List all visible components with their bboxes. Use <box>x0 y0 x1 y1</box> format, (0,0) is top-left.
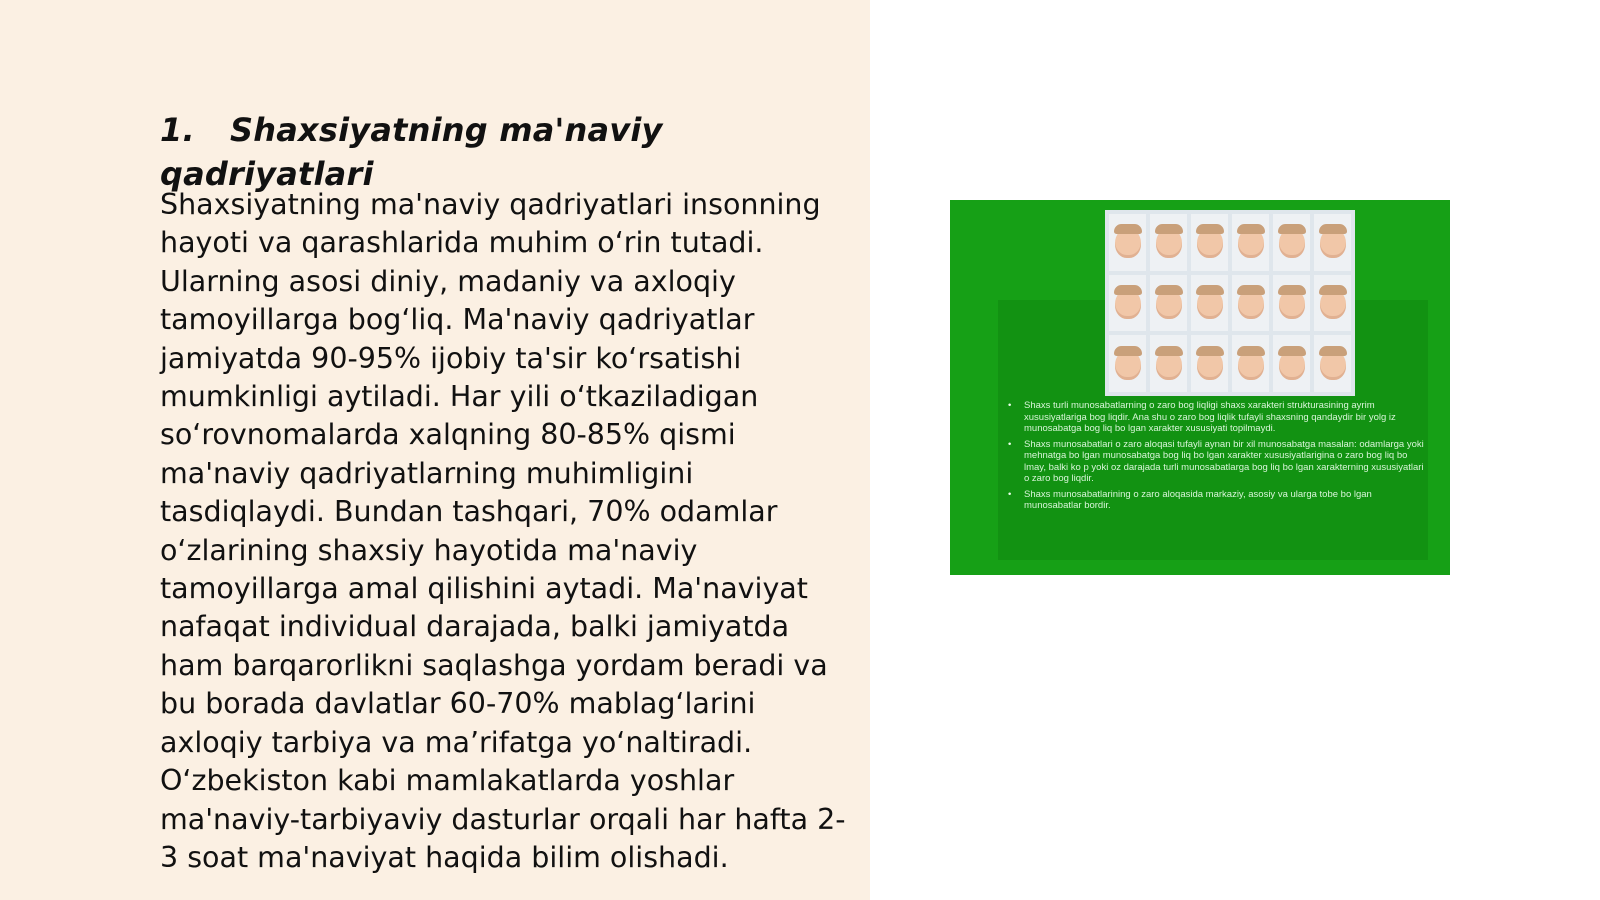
heading-number: 1. <box>160 111 195 149</box>
child-faces-photo-grid <box>1105 210 1355 396</box>
child-face-photo <box>1109 214 1146 271</box>
child-face-photo <box>1273 275 1310 332</box>
child-face-photo <box>1109 275 1146 332</box>
heading-title: Shaxsiyatning ma'naviy qadriyatlari <box>160 111 663 193</box>
slide-bullet-item: • Shaxs turli munosabatlarning o zaro bog liqligi shaxs xarakteri strukturasining ayrim xususiyatlariga bog liqdir. Ana shu o zaro bog liqlik tufayli shaxsning qandaydir bir yolg iz munosabatga bog liq bo lgan xarakter xususiyati topilmaydi. <box>1008 400 1428 435</box>
child-face-photo <box>1109 335 1146 392</box>
child-face-photo <box>1273 214 1310 271</box>
child-face-photo <box>1232 275 1269 332</box>
slide-bullet-item: • Shaxs munosabatlarining o zaro aloqasida markaziy, asosiy va ularga tobe bo lgan munosabatlar bordir. <box>1008 489 1428 512</box>
slide-heading <box>160 108 800 196</box>
child-face-photo <box>1314 335 1351 392</box>
child-face-photo <box>1232 214 1269 271</box>
child-face-photo <box>1191 275 1228 332</box>
child-face-photo <box>1150 214 1187 271</box>
child-face-photo <box>1314 275 1351 332</box>
child-face-photo <box>1191 335 1228 392</box>
body-paragraph: Shaxsiyatning ma'naviy qadriyatlari insonning hayoti va qarashlarida muhim o‘rin tutadi. Ularning asosi diniy, madaniy va axloqiy tamoyillarga bog‘liq. Ma'naviy qadriyatlar jamiyatda 90-95% ijobiy ta'sir ko‘rsatishi mumkinligi aytiladi. Har yili o‘tkaziladigan so‘rovnomalarda xalqning 80-85% qismi ma'naviy qadriyatlarning muhimligini tasdiqlaydi. Bundan tashqari, 70% odamlar o‘zlarining shaxsiy hayotida ma'naviy tamoyillarga amal qilishini aytadi. Ma'naviyat nafaqat individual darajada, balki jamiyatda ham barqarorlikni saqlashga yordam beradi va bu borada davlatlar 60-70% mablag‘larini axloqiy tarbiya va ma’rifatga yo‘naltiradi. O‘zbekiston kabi mamlakatlarda yoshlar ma'naviy-tarbiyaviy dasturlar orqali har hafta 2-3 soat ma'naviyat haqida bilim olishadi. <box>160 188 846 874</box>
slide-bullet-list <box>1008 400 1428 516</box>
child-face-photo <box>1314 214 1351 271</box>
embedded-slide-image <box>950 200 1450 575</box>
child-face-photo <box>1150 335 1187 392</box>
child-face-photo <box>1273 335 1310 392</box>
child-face-photo <box>1232 335 1269 392</box>
child-face-photo <box>1191 214 1228 271</box>
slide-bullet-item: • Shaxs munosabatlari o zaro aloqasi tufayli aynan bir xil munosabatga masalan: odamlarga yoki mehnatga bo lgan munosabatga bog liq bo lgan xarakter xususiyatlarigina o zaro bog liq bo lmay, balki ko p yoki oz darajada turli munosabatlarga bog liq bo lgan xarakterning xususiyatlari o zaro bog liqdir. <box>1008 439 1428 485</box>
child-face-photo <box>1150 275 1187 332</box>
